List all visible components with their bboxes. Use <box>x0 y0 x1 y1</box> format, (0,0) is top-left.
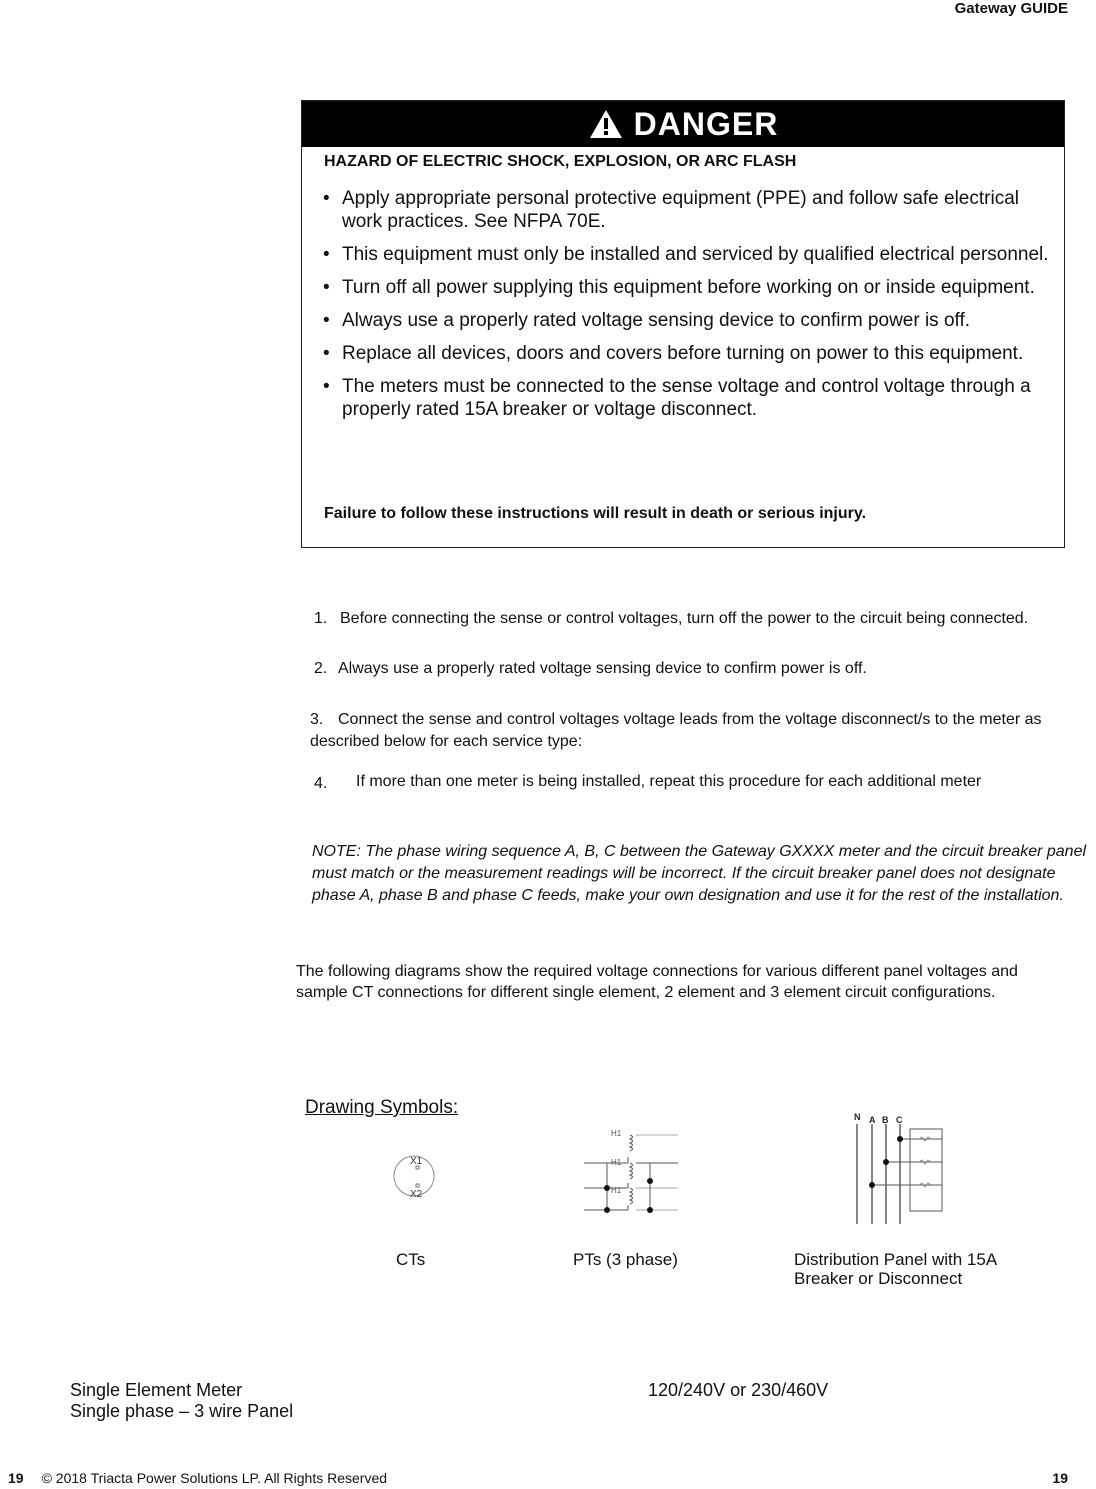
drawing-symbols-title: Drawing Symbols: <box>305 1097 459 1118</box>
step-number: 1. <box>314 610 328 627</box>
pt-h1-label: H1 <box>611 1186 622 1195</box>
step-text: If more than one meter is being installed, repeat this procedure for each additional meter <box>356 773 982 790</box>
step-text: Always use a properly rated voltage sensing device to confirm power is off. <box>338 660 867 677</box>
panel-caption-line-2: Breaker or Disconnect <box>794 1269 963 1288</box>
danger-banner <box>302 101 1064 147</box>
pt-h1-label: H1 <box>611 1129 622 1138</box>
danger-bullet-list <box>320 187 1050 431</box>
danger-box <box>301 100 1065 548</box>
danger-bullet: • Apply appropriate personal protective equipment (PPE) and follow safe electrical work practices. See NFPA 70E. <box>320 187 1050 233</box>
page-number-left: 19 <box>8 1470 24 1486</box>
phase-sequence-note: NOTE: The phase wiring sequence A, B, C between the Gateway GXXXX meter and the circuit breaker panel must match or the measurement readings will be incorrect. If the circuit breaker panel does not designate phase A, phase B and phase C feeds, make your own designation and use it for the rest of the installation. <box>312 843 1087 904</box>
page-number-right: 19 <box>1052 1470 1068 1486</box>
step-text: Before connecting the sense or control voltages, turn off the power to the circuit being connected. <box>340 610 1029 627</box>
copyright-notice: © 2018 Triacta Power Solutions LP. All Rights Reserved <box>41 1470 388 1486</box>
ct-caption: CTs <box>396 1250 426 1269</box>
panel-n-label: N <box>854 1112 861 1122</box>
meter-type-label <box>70 1380 293 1422</box>
diagrams-intro-paragraph: The following diagrams show the required voltage connections for various different panel voltages and sample CT connections for different single element, 2 element and 3 element circuit configurations. <box>296 963 1018 1001</box>
panel-caption-line-1: Distribution Panel with 15A <box>794 1250 998 1269</box>
meter-type-line-1: Single Element Meter <box>70 1380 243 1400</box>
pt-h1-label: H1 <box>611 1158 622 1167</box>
danger-hazard-heading: HAZARD OF ELECTRIC SHOCK, EXPLOSION, OR ARC FLASH <box>324 153 797 170</box>
panel-voltage-label: 120/240V or 230/460V <box>648 1380 829 1400</box>
step-number: 4. <box>314 775 328 792</box>
panel-a-label: A <box>869 1115 876 1125</box>
pt-symbol-diagram <box>580 1125 690 1220</box>
warning-triangle-icon <box>588 108 624 140</box>
danger-bullet: • Always use a properly rated voltage sensing device to confirm power is off. <box>320 309 1050 332</box>
danger-bullet: • This equipment must only be installed and serviced by qualified electrical personnel. <box>320 243 1050 266</box>
pt-caption: PTs (3 phase) <box>573 1250 678 1269</box>
step-3 <box>310 709 1050 753</box>
ct-x1-label: X1 <box>410 1156 423 1167</box>
distribution-panel-diagram <box>845 1112 955 1227</box>
ct-symbol-diagram <box>380 1145 450 1205</box>
document-header-title: Gateway GUIDE <box>954 0 1068 17</box>
meter-type-line-2: Single phase – 3 wire Panel <box>70 1401 294 1421</box>
panel-caption <box>794 1250 997 1288</box>
ct-x2-label: X2 <box>410 1189 423 1200</box>
danger-title: DANGER <box>633 105 779 142</box>
danger-bullet: • The meters must be connected to the sense voltage and control voltage through a properly rated 15A breaker or voltage disconnect. <box>320 375 1050 421</box>
danger-bullet: • Replace all devices, doors and covers before turning on power to this equipment. <box>320 342 1050 365</box>
step-text: Connect the sense and control voltages voltage leads from the voltage disconnect/s to the meter as described below for each service type: <box>310 711 1042 750</box>
danger-bullet: • Turn off all power supplying this equipment before working on or inside equipment. <box>320 276 1050 299</box>
panel-b-label: B <box>882 1115 889 1125</box>
danger-footer-warning: Failure to follow these instructions will result in death or serious injury. <box>324 505 867 522</box>
step-number: 2. <box>314 660 328 677</box>
page-footer-left <box>8 1470 387 1486</box>
panel-c-label: C <box>896 1115 903 1125</box>
step-number: 3. <box>310 711 324 728</box>
